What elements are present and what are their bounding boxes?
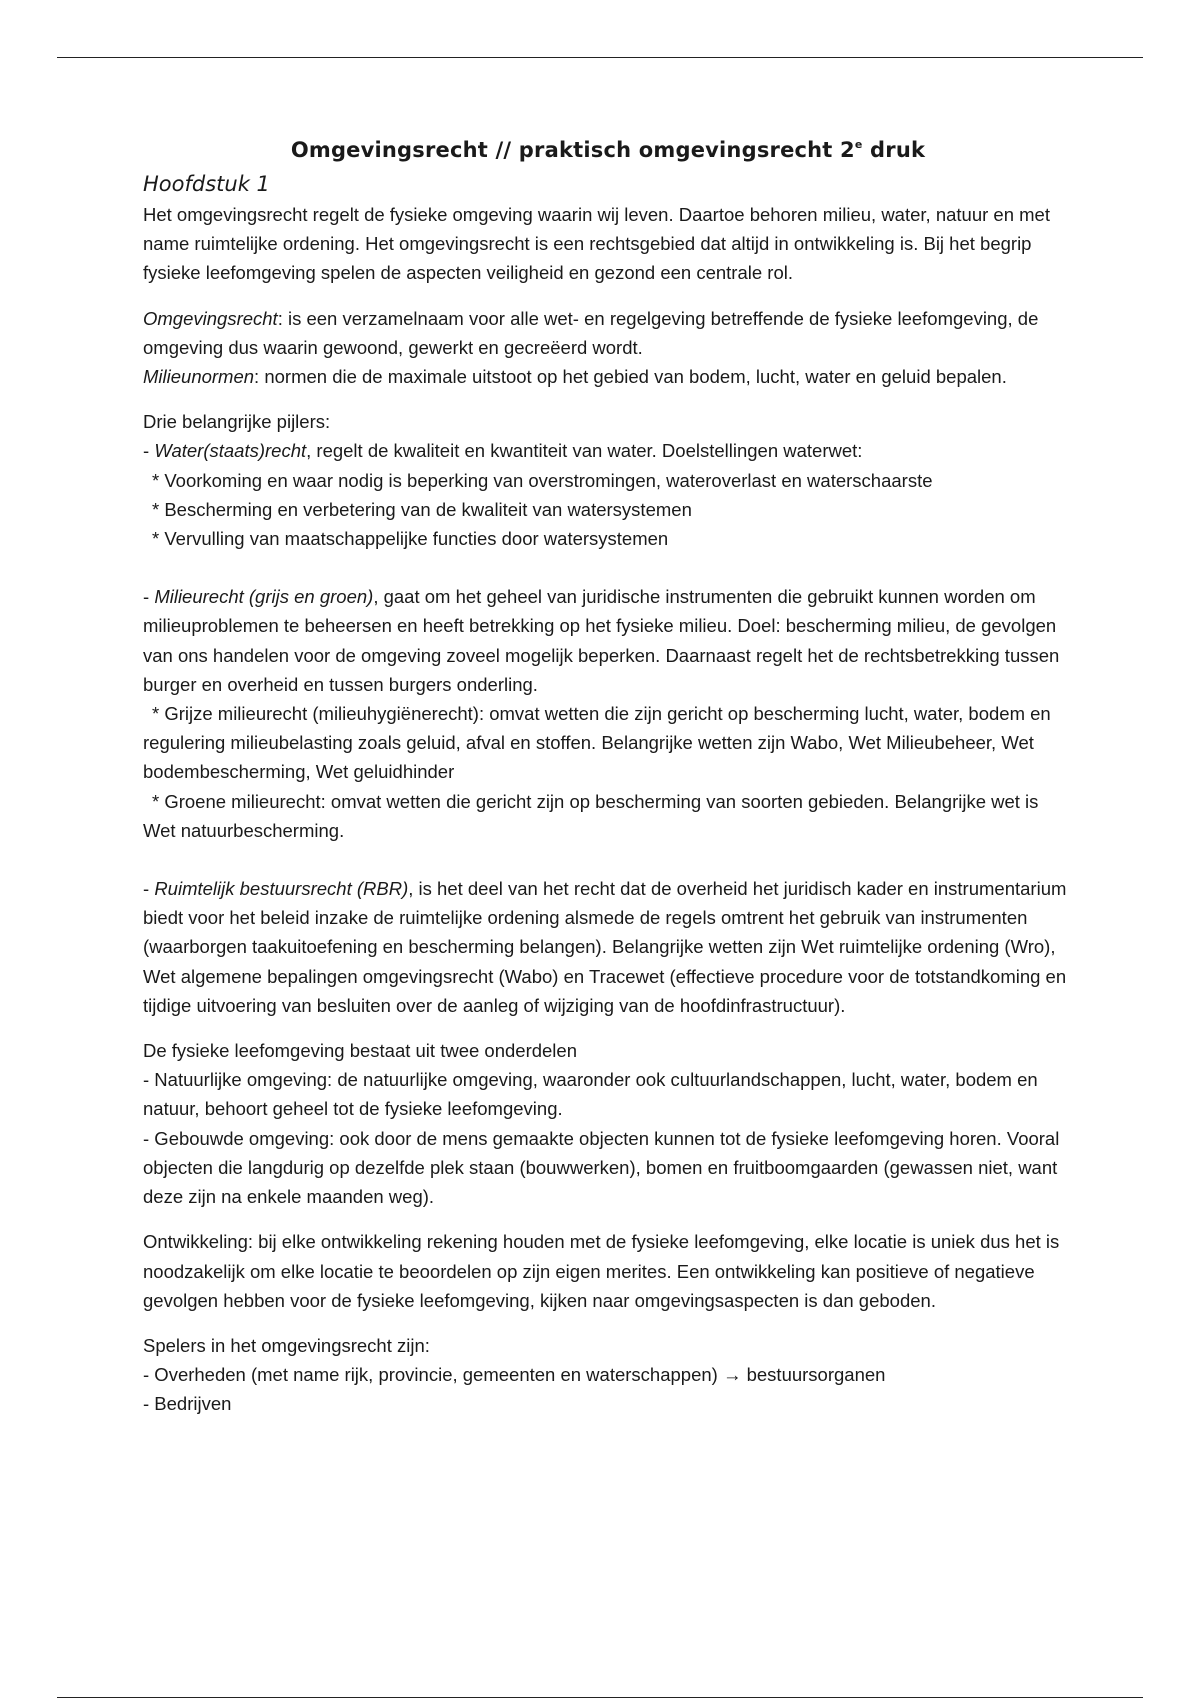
water-goal: * Bescherming en verbetering van de kwaliteit van watersystemen: [152, 498, 692, 520]
spelers-heading: Spelers in het omgevingsrecht zijn:: [143, 1334, 430, 1356]
definition-omgevingsrecht: Omgevingsrecht: is een verzamelnaam voor alle wet- en regelgeving betreffende de fysieke leefomgeving, de omgeving dus waarin gewoond, gewerkt en gecreëerd wordt.: [143, 307, 1039, 358]
intro-paragraph: Het omgevingsrecht regelt de fysieke omgeving waarin wij leven. Daartoe behoren milieu, water, natuur en met name ruimtelijke ordening. Het omgevingsrecht is een rechtsgebied dat altijd in ontwikkeling is. Bij het begrip fysieke leefomgeving spelen de aspecten veiligheid en gezond een centrale rol.: [143, 204, 1050, 284]
spelers-section: [143, 1331, 1073, 1419]
grijs-milieurecht: * Grijze milieurecht (milieuhygiënerecht): omvat wetten die zijn gericht op bescherming lucht, water, bodem en regulering milieubelasting zoals geluid, afval en stoffen. Belangrijke wetten zijn Wabo, Wet Milieubeheer, Wet bodembescherming, Wet geluidhinder: [143, 703, 1051, 783]
pillar-milieu-section: [143, 582, 1073, 845]
footer-rule: [57, 1697, 1143, 1698]
pillar-rbr: - Ruimtelijk bestuursrecht (RBR), is het deel van het recht dat de overheid het juridisch kader en instrumentarium biedt voor het beleid inzake de ruimtelijke ordening alsmede de regels omtrent het gebruik van instrumenten (waarborgen taakuitoefening en bescherming belangen). Belangrijke wetten zijn Wet ruimtelijke ordening (Wro), Wet algemene bepalingen omgevingsrecht (Wabo) en Tracewet (effectieve procedure voor de totstandkoming en tijdige uitvoering van besluiten over de aanleg of wijziging van de hoofdinfrastructuur).: [143, 878, 1067, 1016]
leefomgeving-section: [143, 1036, 1073, 1211]
leefomgeving-heading: De fysieke leefomgeving bestaat uit twee onderdelen: [143, 1040, 577, 1062]
water-goal: * Voorkoming en waar nodig is beperking van overstromingen, wateroverlast en waterschaarste: [152, 469, 933, 491]
groen-milieurecht: * Groene milieurecht: omvat wetten die gericht zijn op bescherming van soorten gebieden. Belangrijke wet is Wet natuurbescherming.: [143, 790, 1039, 841]
natuurlijke-omgeving: - Natuurlijke omgeving: de natuurlijke omgeving, waaronder ook cultuurlandschappen, lucht, water, bodem en natuur, behoort geheel tot de fysieke leefomgeving.: [143, 1069, 1038, 1120]
ontwikkeling-paragraph: Ontwikkeling: bij elke ontwikkeling rekening houden met de fysieke leefomgeving, elke locatie is uniek dus het is noodzakelijk om elke locatie te beoordelen op zijn eigen merites. Een ontwikkeling kan positieve of negatieve gevolgen hebben voor de fysieke leefomgeving, kijken naar omgevingsaspecten is dan geboden.: [143, 1231, 1060, 1311]
pillars-heading: Drie belangrijke pijlers:: [143, 411, 331, 433]
definition-milieunormen: Milieunormen: normen die de maximale uitstoot op het gebied van bodem, lucht, water en geluid bepalen.: [143, 366, 1007, 388]
definitions: [143, 304, 1073, 392]
water-goal: * Vervulling van maatschappelijke functies door watersystemen: [152, 528, 669, 550]
document-title: Omgevingsrecht // praktisch omgevingsrecht 2e druk: [290, 138, 926, 162]
speler-item: - Bedrijven: [143, 1393, 232, 1415]
pillar-milieu: - Milieurecht (grijs en groen), gaat om het geheel van juridische instrumenten die gebruikt kunnen worden om milieuproblemen te beheersen en heeft betrekking op het fysieke milieu. Doel: bescherming milieu, de gevolgen van ons handelen voor de omgeving zoveel mogelijk beperken. Daarnaast regelt het de rechtsbetrekking tussen burger en overheid en tussen burgers onderling.: [143, 586, 1060, 695]
header-rule: [57, 57, 1143, 58]
document-body: [143, 138, 1073, 1419]
pillars-section: [143, 407, 1073, 553]
gebouwde-omgeving: - Gebouwde omgeving: ook door de mens gemaakte objecten kunnen tot de fysieke leefomgeving horen. Vooral objecten die langdurig op dezelfde plek staan (bouwwerken), bomen en fruitboomgaarden (gewassen niet, want deze zijn na enkele maanden weg).: [143, 1127, 1060, 1208]
chapter-heading: Hoofdstuk 1: [143, 172, 270, 196]
pillar-water: - Water(staats)recht, regelt de kwaliteit en kwantiteit van water. Doelstellingen waterwet:: [143, 440, 863, 462]
speler-item: - Overheden (met name rijk, provincie, gemeenten en waterschappen) → bestuursorganen: [143, 1364, 886, 1386]
